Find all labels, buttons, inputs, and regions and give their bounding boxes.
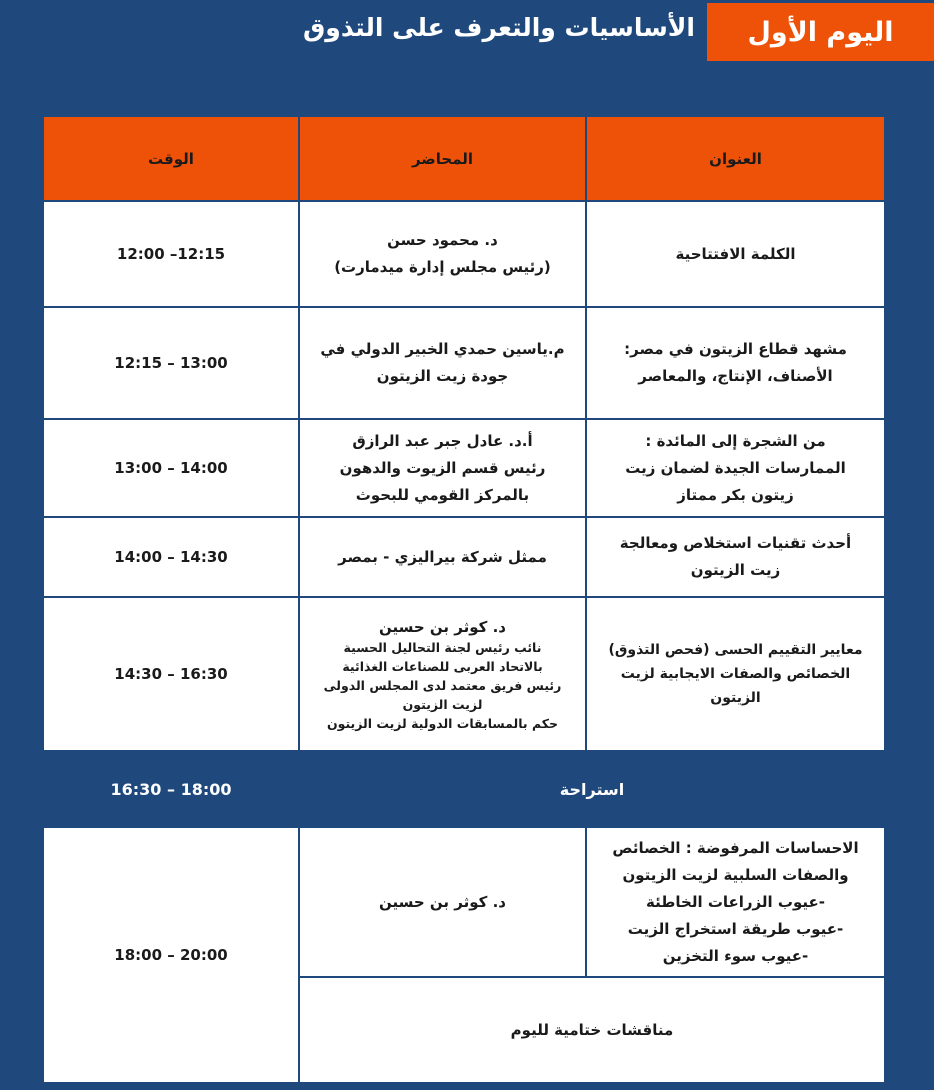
title-line: الزيتون [710, 690, 761, 706]
session-title [586, 597, 885, 751]
title-line: من الشجرة إلى المائدة : [645, 431, 826, 450]
day-label: اليوم الأول [747, 16, 894, 48]
session-title [586, 827, 885, 977]
title-line: أحدث تقنيات استخلاص ومعالجة [619, 534, 852, 552]
session-lecturer [299, 307, 586, 419]
table-row [43, 419, 885, 517]
title-line: معايير التقييم الحسى (فحص التذوق) [608, 642, 863, 658]
table-header-row [43, 116, 885, 201]
session-time: 18:00 – 20:00 [43, 827, 299, 1083]
session-time: 12:15 – 13:00 [43, 307, 299, 419]
table-row [43, 827, 885, 977]
break-label: استراحة [299, 751, 885, 827]
break-row [43, 751, 885, 827]
lecturer-line: حكم بالمسابقات الدولية لزيت الزيتون [326, 715, 559, 731]
lecturer-line: جودة زيت الزيتون [376, 367, 509, 385]
table-row [43, 517, 885, 597]
lecturer-line: (رئيس مجلس إدارة ميدمارت) [334, 258, 551, 276]
session-lecturer [299, 597, 586, 751]
table-row [43, 307, 885, 419]
column-header-lecturer: المحاضر [299, 116, 586, 201]
lecturer-line: بالاتحاد العربى للصناعات الغذائية [342, 658, 543, 674]
title-line: الكلمة الافتتاحية [675, 244, 796, 263]
lecturer-line: د. محمود حسن [387, 231, 498, 249]
title-line: -عيوب سوء التخزين [662, 946, 809, 965]
lecturer-line: رئيس قسم الزيوت والدهون [339, 458, 546, 477]
session-time: 14:30 – 16:30 [43, 597, 299, 751]
title-line: والصفات السلبية لزيت الزيتون [622, 865, 849, 884]
title-line: مشهد قطاع الزيتون في مصر: [624, 340, 847, 358]
session-title [586, 419, 885, 517]
day-title: الأساسيات والتعرف على التذوق [302, 12, 695, 42]
session-title [586, 201, 885, 307]
title-line: الأصناف، الإنتاج، والمعاصر [638, 367, 833, 385]
schedule-table [42, 115, 886, 1084]
title-line: الممارسات الجيدة لضمان زيت [625, 458, 846, 477]
break-time: 16:30 – 18:00 [43, 751, 299, 827]
session-time: 12:00 –12:15 [43, 201, 299, 307]
lecturer-line: م.ياسين حمدي الخبير الدولي في [320, 340, 565, 358]
lecturer-name: د. كوثر بن حسين [379, 617, 506, 636]
lecturer-line: بالمركز القومي للبحوث [355, 485, 530, 504]
session-time: 13:00 – 14:00 [43, 419, 299, 517]
day-badge [707, 3, 934, 61]
title-line: الخصائص والصفات الايجابية لزيت [620, 666, 851, 682]
title-line: زيتون بكر ممتاز [677, 485, 794, 504]
table-row [43, 201, 885, 307]
lecturer-line: رئيس فريق معتمد لدى المجلس الدولى [323, 677, 562, 693]
title-line: -عيوب الزراعات الخاطئة [646, 892, 825, 911]
column-header-time: الوقت [43, 116, 299, 201]
lecturer-line: لزيت الزيتون [402, 696, 483, 712]
lecturer-line: أ.د. عادل جبر عبد الرازق [352, 431, 533, 450]
session-lecturer [299, 201, 586, 307]
lecturer-line: نائب رئيس لجنة التحاليل الحسية [343, 639, 542, 655]
session-lecturer [299, 419, 586, 517]
session-title [586, 307, 885, 419]
session-lecturer: د. كوثر بن حسين [299, 827, 586, 977]
closing-discussion: مناقشات ختامية لليوم [299, 977, 885, 1083]
title-line: -عيوب طريقة استخراج الزيت [627, 919, 844, 938]
title-line: زيت الزيتون [690, 561, 781, 579]
column-header-title: العنوان [586, 116, 885, 201]
session-title [586, 517, 885, 597]
title-line: الاحساسات المرفوضة : الخصائص [612, 838, 859, 857]
session-time: 14:00 – 14:30 [43, 517, 299, 597]
session-lecturer [299, 517, 586, 597]
lecturer-line: ممثل شركة بيراليزي - بمصر [338, 547, 547, 566]
table-row [43, 597, 885, 751]
